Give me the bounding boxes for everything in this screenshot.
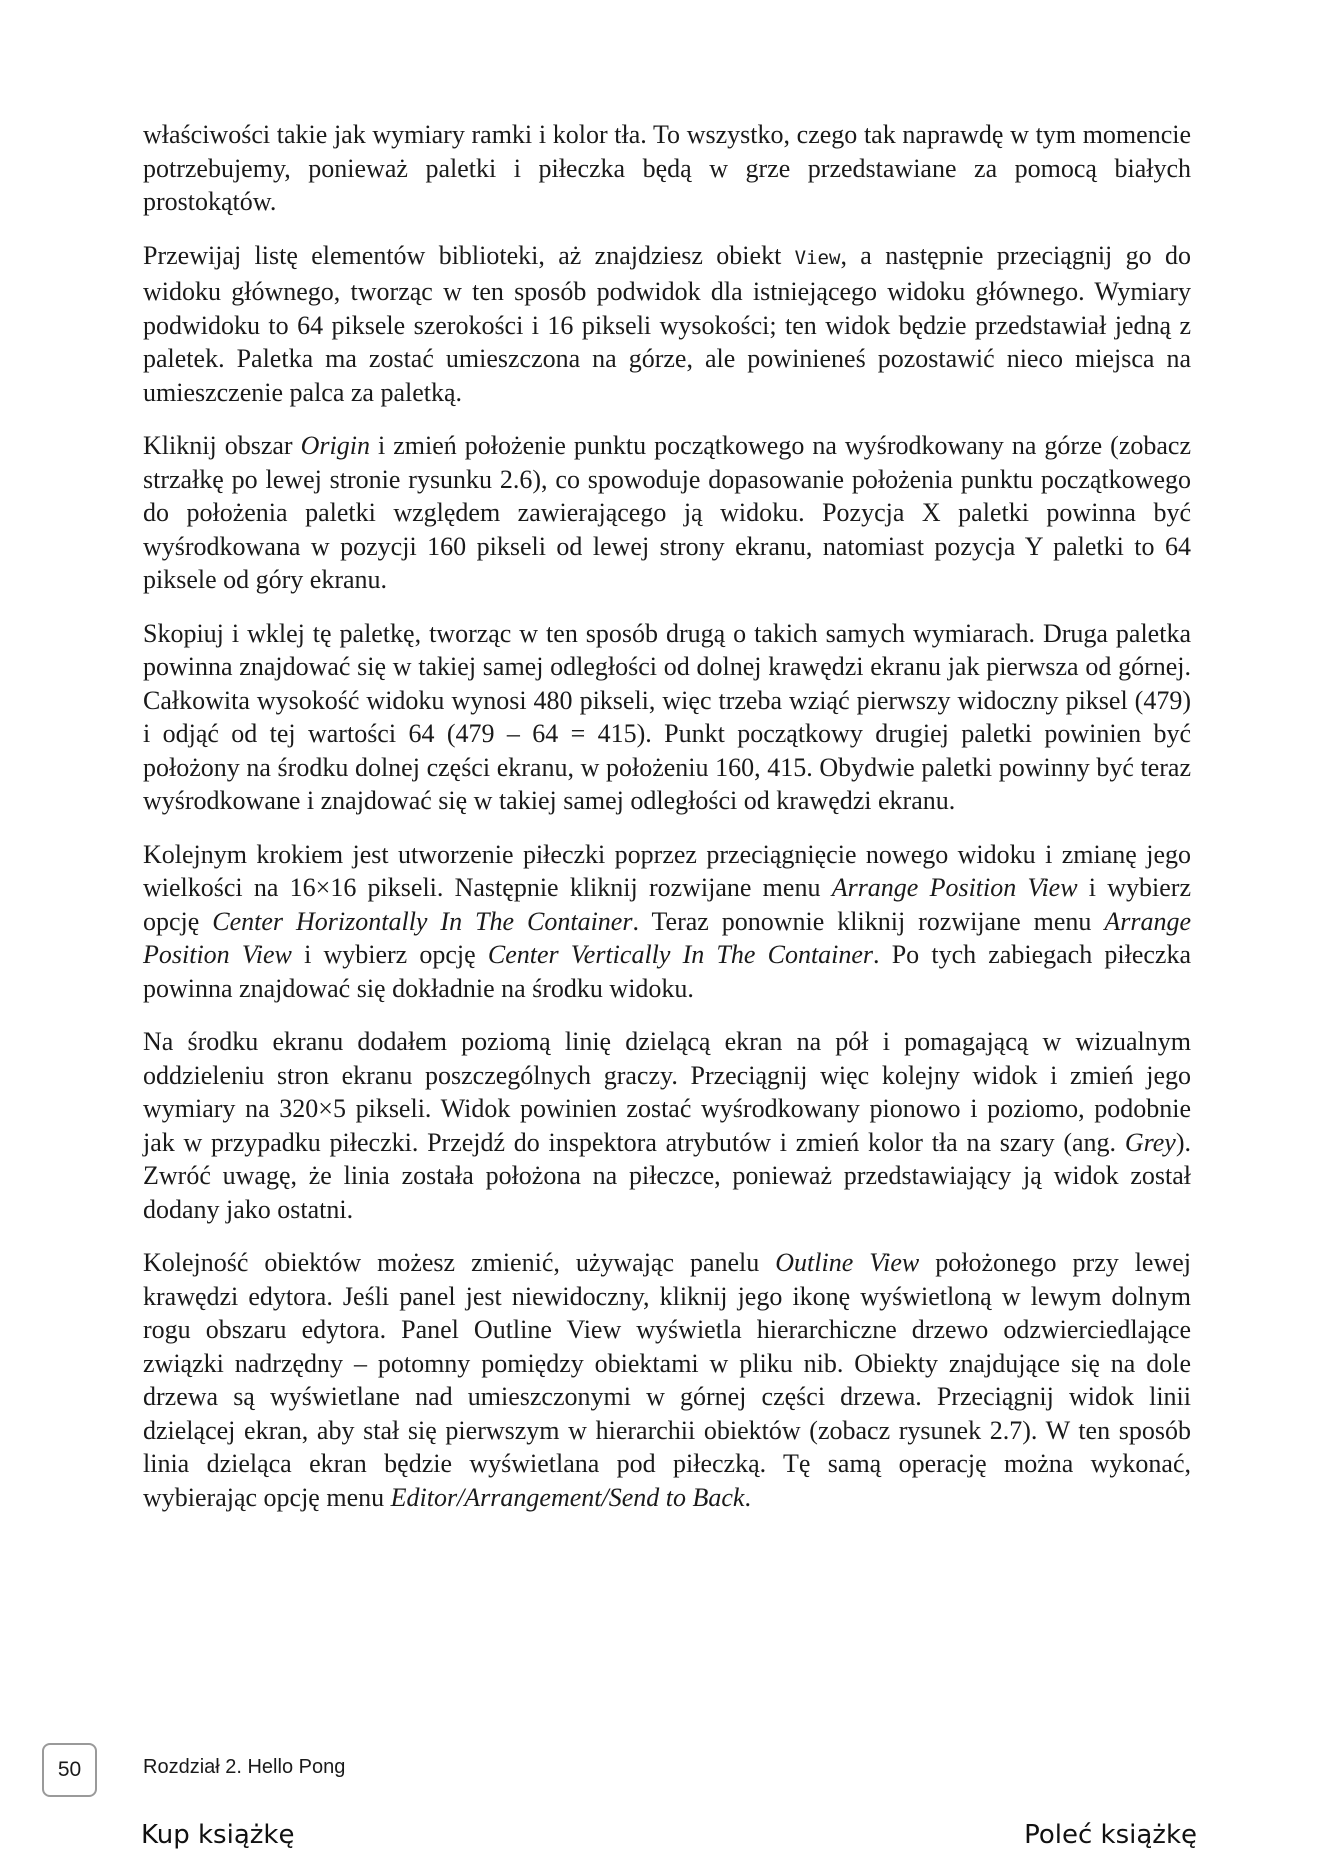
- text-run: Skopiuj i wklej tę paletkę, tworząc w ten sposób drugą o takich samych wymiarach. Druga paletka powinna znajdować się w takiej samej odległości od dolnej krawędzi ekranu jak pierwsza od górnej. Całkowita wysokość widoku wynosi 480 pikseli, więc trzeba wziąć pierwszy widoczny piksel (479) i odjąć od tej wartości 64 (479 – 64 = 415). Punkt początkowy drugiej paletki powinien być położony na środku dolnej części ekranu, w położeniu 160, 415. Obydwie paletki powinny być teraz wyśrodkowane i znajdować się w takiej samej odległości od krawędzi ekranu.: [143, 618, 1191, 815]
- paragraph: [143, 118, 1191, 219]
- text-run: Na środku ekranu dodałem poziomą linię dzielącą ekran na pół i pomagającą w wizualnym oddzieleniu stron ekranu poszczególnych graczy. Przeciągnij więc kolejny widok i zmień jego wymiary na 320×5 pikseli. Widok powinien zostać wyśrodkowany pionowo i poziomo, podobnie jak w przypadku piłeczki. Przejdź do inspektora atrybutów i zmień kolor tła na szary (ang.: [143, 1027, 1191, 1157]
- italic-term: Arrange Position View: [831, 873, 1078, 902]
- paragraph: [143, 429, 1191, 597]
- text-run: Kolejnym krokiem jest utworzenie piłeczki poprzez przeciągnięcie nowego widoku i zmianę jego wielkości na 16×16 pikseli. Następnie kliknij rozwijane menu: [143, 839, 1191, 902]
- code-term: View: [794, 246, 841, 269]
- italic-term: Center Horizontally In The Container: [212, 906, 633, 936]
- buy-book-link[interactable]: Kup książkę: [141, 1820, 295, 1850]
- text-run: i wybierz opcję: [143, 873, 1191, 936]
- paragraph: [143, 239, 1191, 410]
- paragraph: [143, 1025, 1191, 1226]
- text-run: właściwości takie jak wymiary ramki i kolor tła. To wszystko, czego tak naprawdę w tym momencie potrzebujemy, ponieważ paletki i piłeczka będą w grze przedstawiane za pomocą białych prostokątów.: [143, 120, 1191, 216]
- text-run: , a następnie przeciągnij go do widoku głównego, tworząc w ten sposób podwidok dla istniejącego widoku głównego. Wymiary podwidoku to 64 piksele szerokości i 16 pikseli wysokości; ten widok będzie przedstawiał jedną z paletek. Paletka ma zostać umieszczona na górze, ale powinieneś pozostawić nieco miejsca na umieszczenie palca za paletką.: [143, 240, 1192, 407]
- text-run: ). Zwróć uwagę, że linia została położona na piłeczce, ponieważ przedstawiający ją widok został dodany jako ostatni.: [143, 1127, 1191, 1224]
- paragraph: [143, 838, 1191, 1006]
- text-run: położonego przy lewej krawędzi edytora. Jeśli panel jest niewidoczny, kliknij jego ikonę wyświetloną w lewym dolnym rogu obszaru edytora. Panel Outline View wyświetla hierarchiczne drzewo odzwierciedlające związki nadrzędny – potomny pomiędzy obiektami w pliku nib. Obiekty znajdujące się na dole drzewa są wyświetlane nad umieszczonymi w górnej części drzewa. Przeciągnij widok linii dzielącej ekran, aby stał się pierwszym w hierarchii obiektów (zobacz rysunek 2.7). W ten sposób linia dzieląca ekran będzie wyświetlana pod piłeczką. Tę samą operację można wykonać, wybierając opcję menu: [143, 1248, 1192, 1512]
- italic-term: Origin: [300, 431, 370, 460]
- italic-term: Editor/Arrangement/Send to Back: [390, 1482, 745, 1512]
- text-run: Kolejność obiektów możesz zmienić, używając panelu: [143, 1248, 776, 1277]
- page-number: 50: [42, 1743, 97, 1797]
- recommend-book-link[interactable]: Poleć książkę: [1024, 1820, 1197, 1850]
- text-run: . Po tych zabiegach piłeczka powinna znajdować się dokładnie na środku widoku.: [143, 940, 1191, 1003]
- page-body: [143, 118, 1191, 1514]
- italic-term: Outline View: [775, 1248, 920, 1277]
- paragraph: [143, 617, 1191, 818]
- italic-term: Arrange Position View: [143, 906, 1192, 969]
- italic-term: Grey: [1124, 1127, 1176, 1157]
- text-run: Kliknij obszar: [143, 431, 301, 460]
- text-run: .: [744, 1482, 751, 1512]
- text-run: i wybierz opcję: [291, 940, 488, 969]
- italic-term: Center Vertically In The Container: [487, 940, 874, 969]
- chapter-title: Rozdział 2. Hello Pong: [143, 1756, 346, 1778]
- text-run: . Teraz ponownie kliknij rozwijane menu: [632, 906, 1105, 936]
- paragraph: [143, 1246, 1191, 1514]
- text-run: Przewijaj listę elementów biblioteki, aż znajdziesz obiekt: [143, 240, 795, 270]
- text-run: i zmień położenie punktu początkowego na wyśrodkowany na górze (zobacz strzałkę po lewej stronie rysunku 2.6), co spowoduje dopasowanie położenia punktu początkowego do położenia paletki względem zawierającego ją widoku. Pozycja X paletki powinna być wyśrodkowana w pozycji 160 pikseli od lewej strony ekranu, natomiast pozycja Y paletki to 64 piksele od góry ekranu.: [143, 431, 1191, 594]
